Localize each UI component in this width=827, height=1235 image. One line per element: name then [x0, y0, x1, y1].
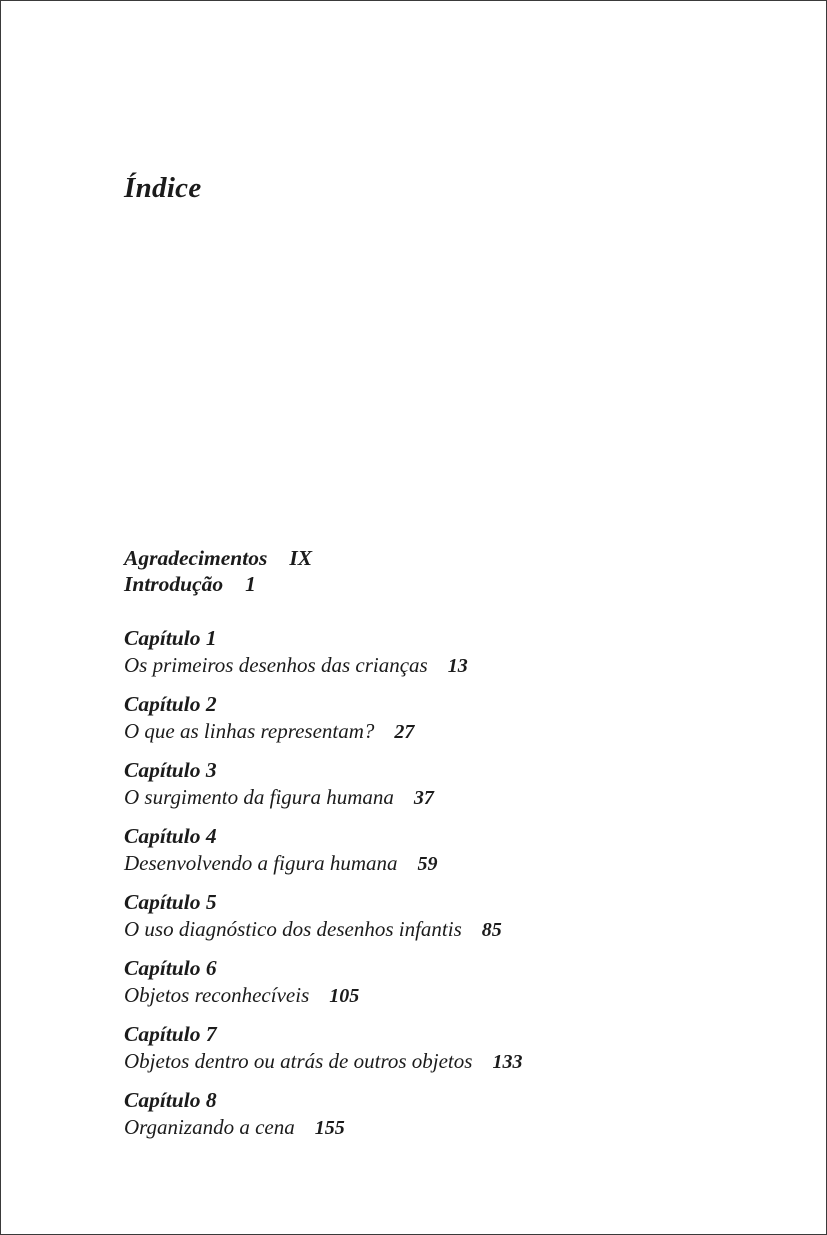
- toc-page-number: 27: [394, 721, 415, 743]
- toc-chapter-3: [124, 757, 764, 813]
- toc-page-number: 13: [447, 655, 468, 677]
- chapter-title: O que as linhas representam?: [124, 719, 375, 743]
- chapter-title-line: [124, 1047, 764, 1077]
- chapter-title: Organizando a cena: [124, 1115, 295, 1139]
- chapter-title-line: [124, 717, 764, 747]
- table-of-contents: [124, 545, 764, 1153]
- chapter-label: Capítulo 6: [124, 956, 217, 980]
- toc-page-number: 59: [417, 853, 438, 875]
- chapter-label: Capítulo 1: [124, 626, 217, 650]
- front-matter: [124, 545, 764, 597]
- toc-page-number: 85: [481, 919, 502, 941]
- toc-entry-introduction: [124, 571, 764, 597]
- chapter-title: Objetos dentro ou atrás de outros objetos: [124, 1049, 473, 1073]
- chapter-label: Capítulo 5: [124, 890, 217, 914]
- chapter-title-line: [124, 651, 764, 681]
- toc-page-number: 105: [329, 985, 360, 1007]
- toc-page-number: 1: [245, 572, 256, 596]
- toc-chapter-1: [124, 625, 764, 681]
- chapter-title: O uso diagnóstico dos desenhos infantis: [124, 917, 462, 941]
- chapter-title: Desenvolvendo a figura humana: [124, 851, 398, 875]
- chapter-title: Os primeiros desenhos das crianças: [124, 653, 428, 677]
- toc-page-number: 133: [492, 1051, 523, 1073]
- toc-page-number: IX: [289, 546, 313, 570]
- toc-chapter-7: [124, 1021, 764, 1077]
- toc-entry-label: Introdução: [124, 572, 224, 596]
- toc-chapter-4: [124, 823, 764, 879]
- chapter-title: O surgimento da figura humana: [124, 785, 394, 809]
- chapter-title: Objetos reconhecíveis: [124, 983, 310, 1007]
- chapter-title-line: [124, 981, 764, 1011]
- toc-chapter-2: [124, 691, 764, 747]
- chapter-title-line: [124, 783, 764, 813]
- toc-chapter-6: [124, 955, 764, 1011]
- chapter-title-line: [124, 1113, 764, 1143]
- toc-entry-acknowledgements: [124, 545, 764, 571]
- toc-entry-label: Agradecimentos: [124, 546, 268, 570]
- toc-chapter-5: [124, 889, 764, 945]
- toc-page-number: 155: [314, 1117, 345, 1139]
- toc-page-number: 37: [413, 787, 434, 809]
- chapter-label: Capítulo 2: [124, 692, 217, 716]
- toc-chapter-8: [124, 1087, 764, 1143]
- chapter-title-line: [124, 915, 764, 945]
- chapter-label: Capítulo 8: [124, 1088, 217, 1112]
- chapter-label: Capítulo 7: [124, 1022, 217, 1046]
- chapter-title-line: [124, 849, 764, 879]
- chapter-label: Capítulo 3: [124, 758, 217, 782]
- chapter-label: Capítulo 4: [124, 824, 217, 848]
- page-title: Índice: [124, 172, 202, 204]
